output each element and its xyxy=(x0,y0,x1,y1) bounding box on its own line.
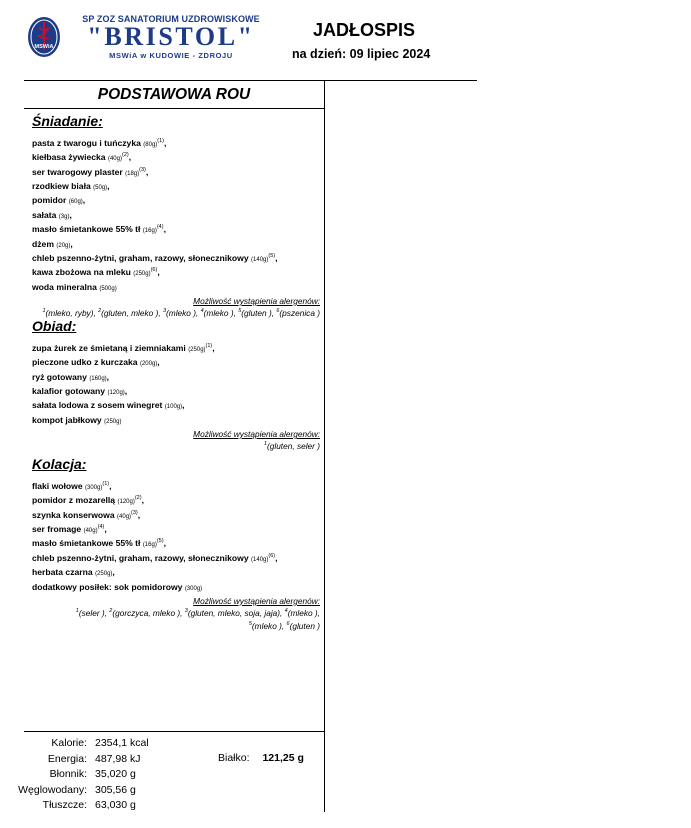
menu-item-name: sałata xyxy=(32,209,57,220)
nutrition-row xyxy=(12,736,149,752)
allergen-number: 3 xyxy=(184,607,188,614)
menu-item xyxy=(32,265,320,279)
menu-item-name: kalafior gotowany xyxy=(32,385,106,396)
allergen-number: 6 xyxy=(286,620,290,627)
allergen-number: 1 xyxy=(263,441,267,448)
allergen-text: (mleko, ryby), xyxy=(45,307,99,318)
menu-item xyxy=(32,413,320,427)
menu-item-name: kiełbasa żywiecka xyxy=(32,152,106,163)
allergen-text: (mleko ), xyxy=(203,307,239,318)
menu-item-separator: , xyxy=(275,552,278,563)
menu-item-separator: , xyxy=(275,252,278,263)
allergen-text: (gluten, mleko, soja, jaja), xyxy=(187,607,285,618)
header-divider xyxy=(24,80,477,81)
allergen-text: (gluten, mleko ), xyxy=(101,307,163,318)
allergen-label: Możliwość wystąpienia alergenów: xyxy=(193,295,320,306)
menu-item-name: woda mineralna xyxy=(32,281,97,292)
menu-item-name: kompot jabłkowy xyxy=(32,414,102,425)
date-value: 09 lipiec 2024 xyxy=(349,47,431,61)
menu-item-separator: , xyxy=(163,224,166,235)
menu-item-separator: , xyxy=(212,342,215,353)
allergen-reference: (3) xyxy=(131,509,138,516)
menu-item xyxy=(32,280,320,294)
menu-item-quantity: (250g) xyxy=(104,418,122,425)
menu-item-name: ser fromage xyxy=(32,523,84,534)
menu-item-quantity: (250g) xyxy=(188,346,206,353)
brand-name: "BRISTOL" xyxy=(87,22,255,51)
menu-item-quantity: (250g) xyxy=(95,571,113,578)
nutrition-values xyxy=(12,736,149,814)
allergen-number: 3 xyxy=(162,307,167,314)
menu-item-separator: , xyxy=(157,267,160,278)
menu-item-separator: , xyxy=(70,238,73,249)
menu-item-name: pomidor xyxy=(32,195,67,206)
nutrition-label: Węglowodany: xyxy=(18,783,87,796)
brand-subtitle: MSWiA w KUDOWIE - ZDROJU xyxy=(109,51,233,60)
allergen-number: 2 xyxy=(109,607,113,614)
allergen-reference: (5) xyxy=(268,252,276,259)
allergen-text: (seler ), xyxy=(78,607,110,618)
menu-item-separator: , xyxy=(163,538,166,549)
meal-section-lunch xyxy=(32,318,320,452)
allergen-text: (gluten ) xyxy=(289,620,320,631)
menu-item xyxy=(32,398,320,412)
allergen-number: 4 xyxy=(284,607,288,614)
menu-item-quantity: (40g) xyxy=(107,156,122,163)
allergen-reference: (1) xyxy=(157,138,165,144)
menu-item xyxy=(32,384,320,398)
menu-item-quantity: (250g) xyxy=(133,271,151,278)
menu-item-name: szynka konserwowa xyxy=(32,509,115,520)
allergen-text: (pszenica ) xyxy=(279,307,320,318)
menu-item-quantity: (200g) xyxy=(139,361,158,368)
document-title: JADŁOSPIS xyxy=(313,20,416,40)
menu-item-separator: , xyxy=(137,509,141,520)
menu-item xyxy=(32,165,320,179)
menu-item-name: zupa żurek ze śmietaną i ziemniakami xyxy=(32,342,186,353)
nutrition-divider xyxy=(24,731,324,732)
allergen-text: (mleko ), xyxy=(287,607,320,618)
menu-item xyxy=(32,237,320,251)
meal-items xyxy=(32,479,320,594)
menu-item xyxy=(32,493,320,507)
menu-item-quantity: (16g) xyxy=(142,542,157,549)
allergen-reference: (2) xyxy=(121,152,129,159)
protein-value-block xyxy=(218,751,304,767)
menu-item xyxy=(32,508,320,522)
menu-item xyxy=(32,208,320,222)
nutrition-label: Błonnik: xyxy=(49,768,87,780)
allergen-label: Możliwość wystąpienia alergenów: xyxy=(193,429,320,440)
menu-item-name: pieczone udko z kurczaka xyxy=(32,357,138,368)
nutrition-label: Kalorie: xyxy=(51,737,87,749)
nutrition-value: 63,030 g xyxy=(95,799,136,811)
menu-item-quantity: (80g) xyxy=(143,141,158,148)
menu-item-separator: , xyxy=(145,166,149,177)
meal-section-breakfast xyxy=(32,113,320,319)
menu-item-name: flaki wołowe xyxy=(32,480,83,491)
menu-item-separator: , xyxy=(106,371,110,382)
menu-item-quantity: (60g) xyxy=(68,199,83,206)
meal-section-dinner xyxy=(32,456,320,631)
menu-item-quantity: (140g) xyxy=(251,556,269,563)
menu-item xyxy=(32,370,320,384)
menu-item xyxy=(32,136,320,150)
diet-title-divider xyxy=(24,108,324,109)
menu-item-name: dodatkowy posiłek: sok pomidorowy xyxy=(32,581,183,592)
menu-item-name: ser twarogowy plaster xyxy=(32,166,123,177)
menu-item-quantity: (40g) xyxy=(117,513,132,520)
sanatorium-logo-icon xyxy=(27,16,61,58)
document-date xyxy=(292,47,430,61)
nutrition-row xyxy=(12,783,149,799)
menu-item-separator: , xyxy=(82,195,86,206)
menu-item-name: sałata lodowa z sosem winegret xyxy=(32,400,163,411)
meal-items xyxy=(32,341,320,427)
allergen-reference: (1) xyxy=(205,343,213,349)
allergen-reference: (4) xyxy=(156,224,164,231)
allergen-list xyxy=(32,606,320,632)
nutrition-value: 305,56 g xyxy=(95,783,136,796)
allergen-number: 4 xyxy=(200,307,204,314)
menu-item-name: chleb pszenno-żytni, graham, razowy, słonecznikowy xyxy=(32,552,249,563)
menu-item-separator: , xyxy=(128,152,132,163)
menu-item-quantity: (3g) xyxy=(58,213,70,220)
menu-item-quantity: (120g) xyxy=(107,389,125,396)
menu-item-name: masło śmietankowe 55% tł xyxy=(32,224,141,235)
meal-items xyxy=(32,136,320,294)
menu-item xyxy=(32,355,320,369)
menu-item-quantity: (100g) xyxy=(164,404,183,411)
menu-item-separator: , xyxy=(157,357,160,368)
svg-text:MSWiA: MSWiA xyxy=(34,44,54,50)
menu-item-name: masło śmietankowe 55% tł xyxy=(32,538,141,549)
menu-item-name: kawa zbożowa na mleku xyxy=(32,267,131,278)
allergen-reference: (5) xyxy=(156,538,164,545)
menu-item xyxy=(32,479,320,493)
menu-item-name: ryż gotowany xyxy=(32,371,87,382)
nutrition-label: Tłuszcze: xyxy=(42,799,87,811)
allergen-number: 1 xyxy=(75,607,79,614)
menu-item-separator: , xyxy=(164,137,167,148)
allergen-number: 6 xyxy=(276,307,280,314)
menu-item-quantity: (50g) xyxy=(93,184,108,191)
menu-item-separator: , xyxy=(109,480,112,491)
menu-item xyxy=(32,251,320,265)
menu-item xyxy=(32,341,320,355)
allergen-list xyxy=(32,439,320,452)
menu-item xyxy=(32,193,320,207)
menu-item-name: chleb pszenno-żytni, graham, razowy, słonecznikowy xyxy=(32,252,249,263)
menu-item-name: pasta z twarogu i tuńczyka xyxy=(32,137,141,148)
diet-title: PODSTAWOWA ROU xyxy=(97,86,251,103)
menu-item-quantity: (300g) xyxy=(85,484,103,491)
protein-value: 121,25 g xyxy=(262,752,304,764)
allergen-number: 1 xyxy=(42,307,46,314)
menu-item-quantity: (16g) xyxy=(142,228,157,235)
brand-block xyxy=(64,14,278,60)
menu-item-separator: , xyxy=(124,385,128,396)
menu-item-name: herbata czarna xyxy=(32,567,93,578)
menu-item-name: rzodkiew biała xyxy=(32,180,91,191)
nutrition-row xyxy=(218,751,304,767)
menu-item-quantity: (300g) xyxy=(184,585,203,592)
allergen-reference: (6) xyxy=(268,552,276,559)
allergen-label: Możliwość wystąpienia alergenów: xyxy=(193,595,320,606)
menu-item-separator: , xyxy=(141,495,144,506)
menu-item-quantity: (40g) xyxy=(83,527,98,534)
menu-item-quantity: (140g) xyxy=(251,256,269,263)
allergen-list xyxy=(32,306,320,319)
menu-item-separator: , xyxy=(104,523,107,534)
brand-top-line: SP ZOZ SANATORIUM UZDROWISKOWE xyxy=(82,14,260,24)
nutrition-row xyxy=(12,767,149,783)
nutrition-value: 2354,1 kcal xyxy=(95,737,149,749)
meal-title: Obiad: xyxy=(32,318,77,334)
meal-title: Kolacja: xyxy=(32,456,87,472)
allergen-number: 5 xyxy=(248,620,252,627)
allergen-text: (mleko ), xyxy=(251,620,287,631)
protein-label: Białko: xyxy=(218,752,250,764)
allergen-text: (gluten ), xyxy=(241,307,277,318)
date-label: na dzień: xyxy=(292,47,347,61)
nutrition-value: 487,98 kJ xyxy=(95,752,141,765)
nutrition-row xyxy=(12,752,149,768)
menu-item-separator: , xyxy=(69,209,72,220)
menu-item-quantity: (120g) xyxy=(117,499,135,506)
menu-item-separator: , xyxy=(112,567,115,578)
menu-item-quantity: (20g) xyxy=(56,242,71,249)
allergen-reference: (6) xyxy=(150,267,158,274)
allergen-reference: (1) xyxy=(102,481,110,487)
menu-item xyxy=(32,179,320,193)
menu-item xyxy=(32,536,320,550)
menu-item-name: pomidor z mozarellą xyxy=(32,495,116,506)
allergen-text: (gorczyca, mleko ), xyxy=(112,607,185,618)
allergen-reference: (4) xyxy=(97,524,105,531)
allergen-text: (mleko ), xyxy=(166,307,201,318)
allergen-number: 5 xyxy=(238,307,242,314)
menu-item-quantity: (160g) xyxy=(89,375,107,382)
allergen-text: (gluten, seler ) xyxy=(266,440,320,451)
nutrition-label: Energia: xyxy=(47,752,87,765)
nutrition-value: 35,020 g xyxy=(95,768,136,780)
menu-item xyxy=(32,150,320,164)
menu-item xyxy=(32,522,320,536)
allergen-reference: (3) xyxy=(139,166,146,173)
nutrition-row xyxy=(12,798,149,814)
column-divider xyxy=(324,80,325,812)
allergen-reference: (2) xyxy=(134,495,142,502)
menu-item xyxy=(32,580,320,594)
menu-item-name: dżem xyxy=(32,238,54,249)
menu-item xyxy=(32,565,320,579)
menu-item xyxy=(32,551,320,565)
menu-item-quantity: (18g) xyxy=(125,170,140,177)
allergen-number: 2 xyxy=(98,307,102,314)
menu-item xyxy=(32,222,320,236)
menu-item-separator: , xyxy=(182,400,185,411)
meal-title: Śniadanie: xyxy=(32,113,103,129)
menu-item-quantity: (500g) xyxy=(99,285,117,292)
menu-item-separator: , xyxy=(107,180,110,191)
